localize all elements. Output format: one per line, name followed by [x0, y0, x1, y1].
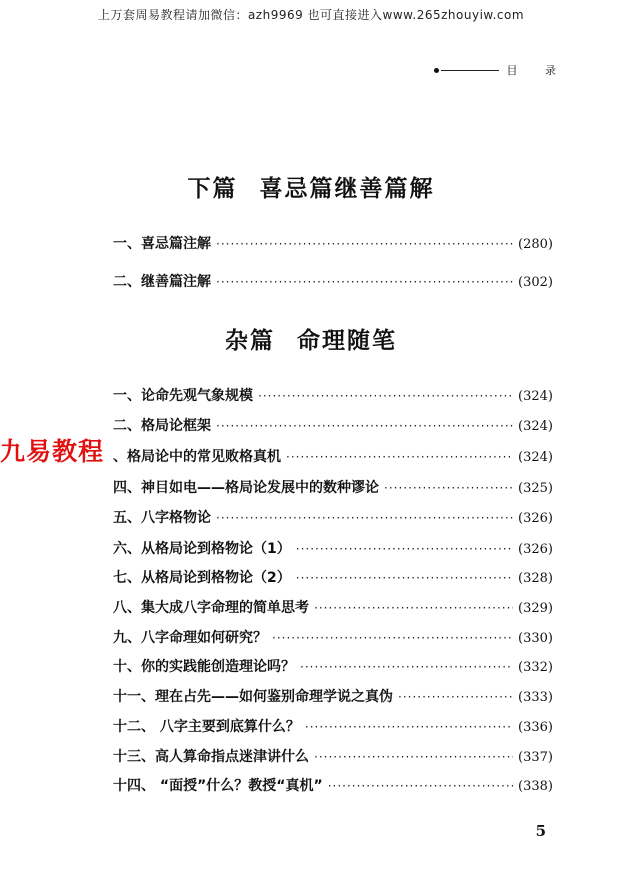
toc-entry[interactable] [113, 538, 553, 558]
toc-entry-page: (324) [518, 389, 553, 404]
toc-entry-page: (333) [518, 690, 553, 705]
toc-entry-page: (326) [518, 511, 553, 526]
toc-entry-label: 十、你的实践能创造理论吗？ [113, 659, 295, 675]
toc-entry-page: (325) [518, 481, 553, 496]
toc-entry-page: (326) [518, 542, 553, 557]
toc-entry[interactable] [113, 477, 553, 497]
dot-leader [300, 660, 513, 674]
toc-entry-label: 十二、 八字主要到底算什么？ [113, 719, 300, 735]
toc-entry-page: (336) [518, 720, 553, 735]
banner-text: 上万套周易教程请加微信：azh9969 也可直接进入www.265zhouyiw.com [97, 8, 525, 22]
toc-entry[interactable] [113, 567, 553, 587]
toc-entry[interactable] [113, 746, 553, 766]
dot-leader [384, 481, 513, 495]
toc-entry-label: 十一、理在占先——如何鉴别命理学说之真伪 [113, 689, 393, 705]
part-title-main: 命理随笔 [297, 328, 397, 354]
toc-entry-page: (280) [518, 237, 553, 252]
toc-entry-label: 四、神目如电——格局论发展中的数种谬论 [113, 480, 379, 496]
toc-entry-label: 十三、高人算命指点迷津讲什么 [113, 749, 309, 765]
toc-entry-page: (324) [518, 419, 553, 434]
bullet-icon [434, 68, 439, 73]
dot-leader [216, 237, 513, 251]
toc-entry-page: (337) [518, 750, 553, 765]
toc-entry[interactable] [113, 627, 553, 647]
rule-line [441, 70, 499, 71]
toc-entry-label: 八、集大成八字命理的简单思考 [113, 600, 309, 616]
dot-leader [328, 779, 513, 793]
running-head-title: 目 录 [506, 64, 568, 77]
running-head [434, 62, 568, 78]
toc-entry[interactable] [113, 716, 553, 736]
toc-entry-page: (329) [518, 601, 553, 616]
toc-entry[interactable] [113, 415, 553, 435]
toc-entry-label: 七、从格局论到格物论（2） [113, 570, 291, 586]
dot-leader [272, 631, 513, 645]
toc-entry-label: 六、从格局论到格物论（1） [113, 541, 291, 557]
dot-leader [314, 601, 513, 615]
toc-entry[interactable] [113, 656, 553, 676]
toc-entry-label: 二、格局论框架 [113, 418, 211, 434]
dot-leader [314, 750, 513, 764]
toc-entry-label: 九、八字命理如何研究？ [113, 630, 267, 646]
toc-entry[interactable] [113, 446, 553, 466]
toc-entry-page: (302) [518, 275, 553, 290]
toc-entry-page: (332) [518, 660, 553, 675]
dot-leader [296, 571, 513, 585]
toc-entry-page: (330) [518, 631, 553, 646]
part-title-prefix: 杂篇 [225, 328, 275, 354]
toc-entry-page: (328) [518, 571, 553, 586]
dot-leader [258, 389, 513, 403]
toc-entry[interactable] [113, 233, 553, 253]
dot-leader [305, 720, 513, 734]
toc-entry[interactable] [113, 775, 553, 795]
toc-entry-label: 十四、 “面授”什么？教授“真机” [113, 778, 323, 794]
part-title-main: 喜忌篇继善篇解 [259, 176, 435, 202]
toc-entry[interactable] [113, 686, 553, 706]
part-title-prefix: 下篇 [187, 176, 238, 202]
toc-entry[interactable] [113, 507, 553, 527]
dot-leader [216, 511, 513, 525]
toc-entry[interactable] [113, 271, 553, 291]
part-title-xia [0, 170, 622, 203]
page-number: 5 [535, 822, 546, 840]
dot-leader [216, 275, 513, 289]
part-title-za [0, 322, 622, 355]
toc-entry-label: 五、八字格物论 [113, 510, 211, 526]
toc-entry[interactable] [113, 597, 553, 617]
dot-leader [398, 690, 513, 704]
toc-entry-page: (338) [518, 779, 553, 794]
watermark: 九易教程 [0, 437, 105, 466]
toc-entry-label: 一、论命先观气象规模 [113, 388, 253, 404]
dot-leader [216, 419, 513, 433]
toc-entry-label: 一、喜忌篇注解 [113, 236, 211, 252]
dot-leader [286, 450, 513, 464]
toc-entry-label: 、格局论中的常见败格真机 [113, 449, 281, 465]
dot-leader [296, 542, 513, 556]
toc-entry-page: (324) [518, 450, 553, 465]
toc-entry[interactable] [113, 385, 553, 405]
toc-entry-label: 二、继善篇注解 [113, 274, 211, 290]
